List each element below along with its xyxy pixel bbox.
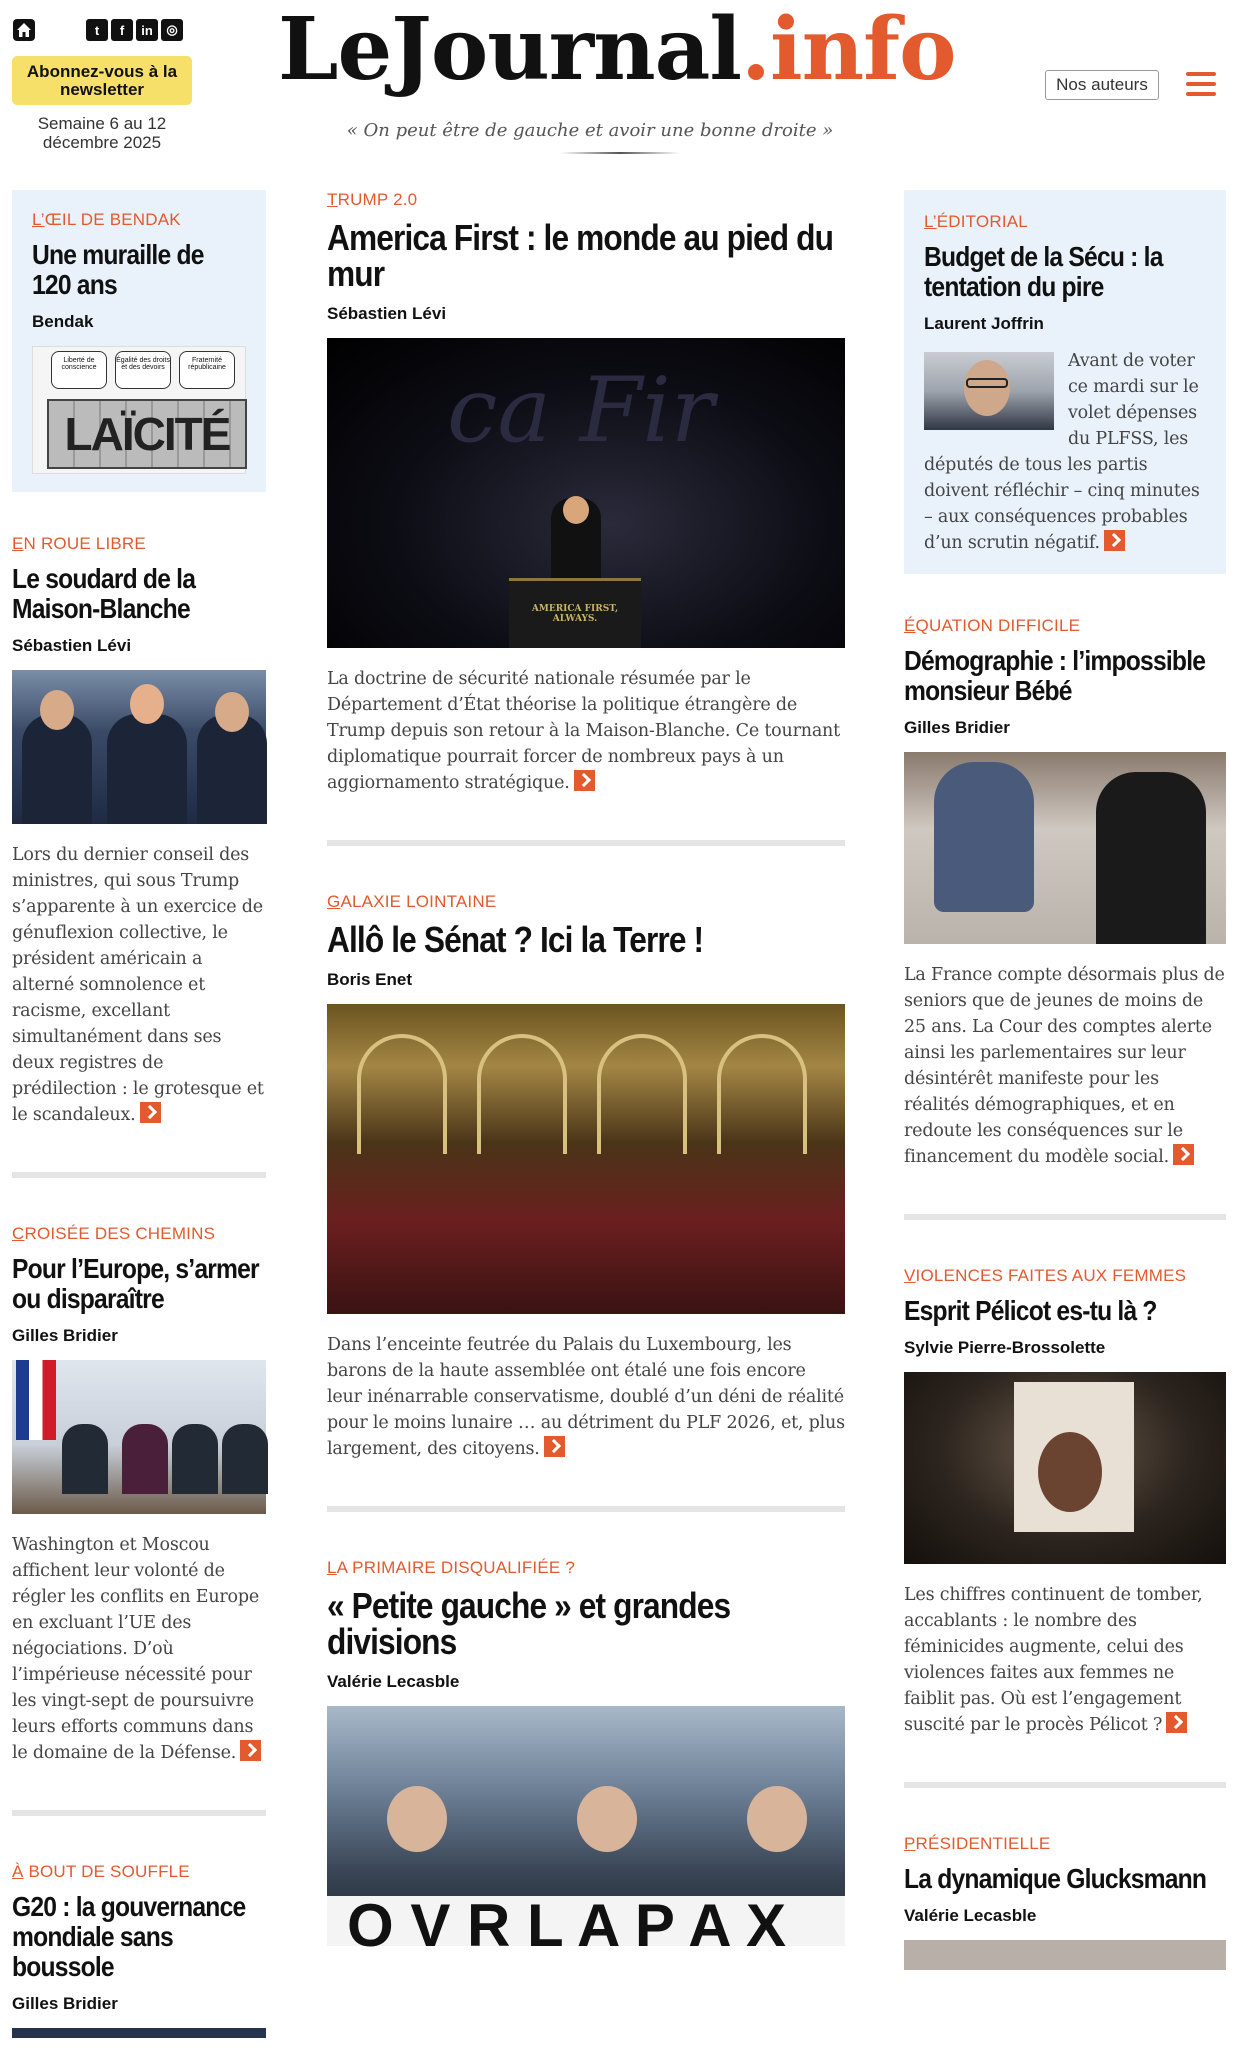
article-rubric[interactable]: EN ROUE LIBRE (12, 534, 146, 553)
separator (327, 840, 845, 846)
article-rubric[interactable]: TRUMP 2.0 (327, 190, 418, 209)
left-column (12, 190, 266, 2056)
article-rubric[interactable]: VIOLENCES FAITES AUX FEMMES (904, 1266, 1187, 1285)
separator (327, 1506, 845, 1512)
week-label: Semaine 6 au 12 décembre 2025 (37, 114, 167, 152)
social-links (86, 19, 183, 41)
article-excerpt (924, 348, 1206, 556)
read-more-icon[interactable] (240, 1740, 261, 1761)
article-author[interactable]: Gilles Bridier (12, 1994, 118, 2013)
article-image[interactable]: ca Fir AMERICA FIRST, ALWAYS. (327, 338, 845, 648)
article-g20[interactable] (12, 1862, 266, 2038)
article-rubric[interactable]: PRÉSIDENTIELLE (904, 1834, 1051, 1853)
article-title[interactable]: G20 : la gouvernance mondiale sans boussole (12, 1891, 246, 1982)
read-more-icon[interactable] (544, 1436, 565, 1457)
instagram-icon[interactable]: ◎ (161, 19, 183, 41)
article-author[interactable]: Bendak (32, 312, 94, 331)
article-title[interactable]: « Petite gauche » et grandes divisions (327, 1585, 731, 1662)
header-icons (12, 18, 183, 42)
article-image[interactable] (904, 752, 1226, 944)
speech-bubble: Égalité des droits et des devoirs (115, 351, 171, 389)
separator (12, 1810, 266, 1816)
home-icon[interactable] (12, 18, 36, 42)
article-excerpt (12, 1532, 266, 1766)
article-author[interactable]: Gilles Bridier (12, 1326, 118, 1345)
authors-button[interactable]: Nos auteurs (1045, 70, 1159, 100)
article-image[interactable] (327, 1706, 845, 1959)
excerpt-text: Washington et Moscou affichent leur volonté de régler les conflits en Europe en excluant l’UE des négociations. D’où l’impérieuse nécessité pour les vingt-sept de poursuivre leurs efforts communs dans le domaine de la Défense. (12, 1535, 260, 1763)
newsletter-button[interactable]: Abonnez-vous à la newsletter (12, 56, 192, 105)
article-senat[interactable] (327, 892, 845, 1462)
read-more-icon[interactable] (1166, 1712, 1187, 1733)
article-excerpt (904, 962, 1226, 1170)
article-america-first[interactable] (327, 190, 845, 796)
cartoon-image[interactable] (32, 346, 246, 474)
article-rubric[interactable]: À BOUT DE SOUFFLE (12, 1862, 190, 1881)
article-rubric[interactable]: L’ÉDITORIAL (924, 212, 1028, 231)
article-editorial[interactable] (904, 190, 1226, 574)
article-glucksmann[interactable] (904, 1834, 1226, 1970)
hamburger-menu-icon[interactable] (1186, 72, 1216, 96)
article-title[interactable]: Une muraille de 120 ans (32, 239, 204, 300)
article-excerpt (904, 1582, 1226, 1738)
article-rubric[interactable]: L’ŒIL DE BENDAK (32, 210, 181, 229)
excerpt-text: Lors du dernier conseil des ministres, qui sous Trump s’apparente à un exercice de génuflexion collective, le président américain a alterné somnolence et racisme, excellant simultanément dans ses deux registres de prédilection : le grotesque et le scandaleux. (12, 845, 264, 1125)
separator (12, 1172, 266, 1178)
article-excerpt (327, 1332, 845, 1462)
cartoon-wall: LAÏCITÉ (47, 399, 247, 469)
excerpt-text: La doctrine de sécurité nationale résumée par le Département d’État théorise la politique étrangère de Trump depuis son retour à la Maison-Blanche. Ce tournant diplomatique pourrait forcer de nombreux pays à un aggiornamento stratégique. (327, 669, 840, 793)
article-title[interactable]: Pour l’Europe, s’armer ou disparaître (12, 1253, 259, 1314)
article-title[interactable]: America First : le monde au pied du mur (327, 217, 834, 294)
facebook-icon[interactable]: f (111, 19, 133, 41)
article-image[interactable] (327, 1004, 845, 1314)
article-author[interactable]: Laurent Joffrin (924, 314, 1044, 333)
linkedin-icon[interactable]: in (136, 19, 158, 41)
article-image[interactable] (12, 670, 266, 824)
image-sign-text: AMERICA FIRST, ALWAYS. (531, 604, 619, 624)
article-title[interactable]: Allô le Sénat ? Ici la Terre ! (327, 919, 704, 960)
article-title[interactable]: Esprit Pélicot es-tu là ? (904, 1295, 1157, 1326)
article-author[interactable]: Valérie Lecasble (904, 1906, 1037, 1925)
read-more-icon[interactable] (1173, 1144, 1194, 1165)
excerpt-text: Dans l’enceinte feutrée du Palais du Luxembourg, les barons de la haute assemblée ont étalé une fois encore leur inénarrable conservatisme, doublé d’un déni de réalité pour le moins lunaire … au détriment du PLF 2026, et, plus largement, des citoyens. (327, 1335, 845, 1459)
logo-main: LeJournal (278, 0, 741, 100)
excerpt-text: Les chiffres continuent de tomber, accablants : le nombre des féminicides augmente, celui des violences faites aux femmes ne faiblit pas. Où est l’engagement suscité par le procès Pélicot ? (904, 1585, 1203, 1735)
speech-bubble: Liberté de conscience (51, 351, 107, 389)
read-more-icon[interactable] (1104, 530, 1125, 551)
article-rubric[interactable]: LA PRIMAIRE DISQUALIFIÉE ? (327, 1558, 575, 1577)
separator (904, 1782, 1226, 1788)
article-title[interactable]: Le soudard de la Maison-Blanche (12, 563, 196, 624)
excerpt-text: Avant de voter ce mardi sur le volet dépenses du PLFSS, les députés de tous les partis doivent réfléchir – cinq minutes – aux conséquences probables d’un scrutin négatif. (924, 351, 1200, 553)
article-author[interactable]: Sylvie Pierre-Brossolette (904, 1338, 1106, 1357)
twitter-icon[interactable]: t (86, 19, 108, 41)
article-author[interactable]: Valérie Lecasble (327, 1672, 460, 1691)
image-banner-text: O V R L A P A X (327, 1896, 845, 1946)
article-author[interactable]: Sébastien Lévi (12, 636, 132, 655)
tagline-divider (560, 152, 680, 154)
article-author[interactable]: Boris Enet (327, 970, 413, 989)
article-pelicot[interactable] (904, 1266, 1226, 1738)
article-rubric[interactable]: GALAXIE LOINTAINE (327, 892, 497, 911)
article-petite-gauche[interactable] (327, 1558, 845, 1959)
article-soudard[interactable] (12, 534, 266, 1128)
article-image[interactable] (12, 2028, 266, 2038)
article-rubric[interactable]: CROISÉE DES CHEMINS (12, 1224, 216, 1243)
article-demographie[interactable] (904, 616, 1226, 1170)
article-bendak[interactable] (12, 190, 266, 492)
speech-bubble: Fraternité républicaine (179, 351, 235, 389)
excerpt-text: La France compte désormais plus de seniors que de jeunes de moins de 25 ans. La Cour des comptes alerte ainsi les parlementaires sur leur désintérêt manifeste pour les réalités démographiques, et en redoute les conséquences sur le financement du modèle social. (904, 965, 1225, 1167)
tagline: « On peut être de gauche et avoir une bonne droite » (346, 120, 834, 141)
article-image[interactable] (904, 1940, 1226, 1970)
article-excerpt (327, 666, 845, 796)
separator (904, 1214, 1226, 1220)
article-image[interactable] (904, 1372, 1226, 1564)
author-photo[interactable] (924, 352, 1054, 430)
read-more-icon[interactable] (140, 1102, 161, 1123)
read-more-icon[interactable] (574, 770, 595, 791)
article-title[interactable]: Budget de la Sécu : la tentation du pire (924, 241, 1163, 302)
article-title[interactable]: Démographie : l’impossible monsieur Bébé (904, 645, 1206, 706)
article-europe[interactable] (12, 1224, 266, 1766)
right-column (904, 190, 1226, 1988)
article-rubric[interactable]: ÉQUATION DIFFICILE (904, 616, 1081, 635)
article-title[interactable]: La dynamique Glucksmann (904, 1863, 1207, 1894)
article-excerpt (12, 842, 266, 1128)
article-author[interactable]: Gilles Bridier (904, 718, 1010, 737)
article-author[interactable]: Sébastien Lévi (327, 304, 447, 323)
article-image[interactable] (12, 1360, 266, 1514)
logo-suffix: .info (741, 0, 956, 100)
middle-column (327, 190, 845, 1964)
site-logo[interactable] (278, 0, 956, 100)
